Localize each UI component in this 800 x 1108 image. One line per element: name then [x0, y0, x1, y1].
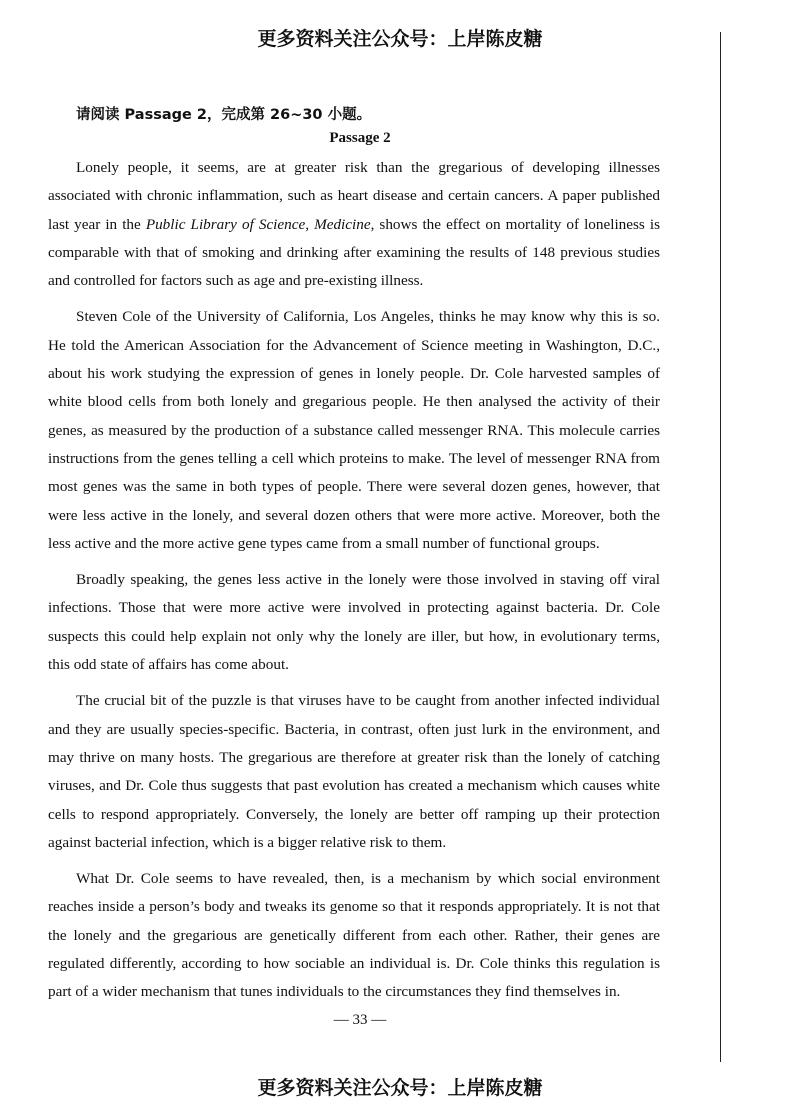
instruction-text: 请阅读 Passage 2，完成第 26~30 小题。 [76, 107, 372, 123]
footer-banner: 更多资料关注公众号：上岸陈皮糖 [257, 1077, 543, 1099]
header-banner: 更多资料关注公众号：上岸陈皮糖 [257, 28, 543, 50]
paragraph-2: Steven Cole of the University of California, Los Angeles, thinks he may know why this is so. He told the American Association for the Advancement of Science meeting in Washington, D.C., about his work studying the expression of genes in lonely people. Dr. Cole harvested samples of white blood cells from both lonely and gregarious people. He then analysed the activity of their genes, as measured by the production of a substance called messenger RNA. This molecule carries instructions from the genes telling a cell which proteins to make. The level of messenger RNA from most genes was the same in both types of people. There were several dozen genes, however, that were less active in the lonely, and several dozen others that were more active. Moreover, both the less active and the more active gene types came from a small number of functional groups. [48, 308, 660, 552]
journal-title: Public Library of Science, Medicine [145, 215, 371, 233]
passage-title: Passage 2 [329, 130, 391, 146]
paragraph-4: The crucial bit of the puzzle is that viruses have to be caught from another infected individual and they are usually species-specific. Bacteria, in contrast, often just lurk in the environment, and may thrive on many hosts. The gregarious are therefore at greater risk than the lonely of catching viruses, and Dr. Cole thus suggests that past evolution has created a mechanism which causes white cells to respond appropriately. Conversely, the lonely are better off ramping up their protection against bacterial infection, which is a bigger relative risk to them. [48, 692, 660, 851]
passage-body [48, 154, 660, 1015]
page-number: — 33 — [333, 1012, 387, 1028]
paragraph-1-end: , shows the effect on mortality of loneliness is comparable with that of smoking and drinking after examining the results of 148 previous studies and controlled for factors such as age and pre-existing illness. [48, 215, 661, 290]
paragraph-5: What Dr. Cole seems to have revealed, then, is a mechanism by which social environment reaches inside a person’s body and tweaks its genome so that it responds appropriately. It is not that the lonely and the gregarious are genetically different from each other. Rather, their genes are regulated differently, according to how sociable an individual is. Dr. Cole thinks this regulation is part of a wider mechanism that tunes individuals to the circumstances they find themselves in. [48, 870, 660, 1001]
margin-rule [720, 32, 721, 1062]
paragraph-1 [48, 154, 660, 295]
paragraph-3: Broadly speaking, the genes less active in the lonely were those involved in staving off viral infections. Those that were more active were involved in protecting against bacteria. Dr. Cole suspects this could help explain not only why the lonely are iller, but how, in evolutionary terms, this odd state of affairs has come about. [48, 571, 660, 674]
paragraph-1-start: Lonely people, it seems, are at greater risk than the gregarious of developing illnesses associated with chronic inflammation, such as heart disease and certain cancers. A paper published last year in the [48, 159, 660, 233]
